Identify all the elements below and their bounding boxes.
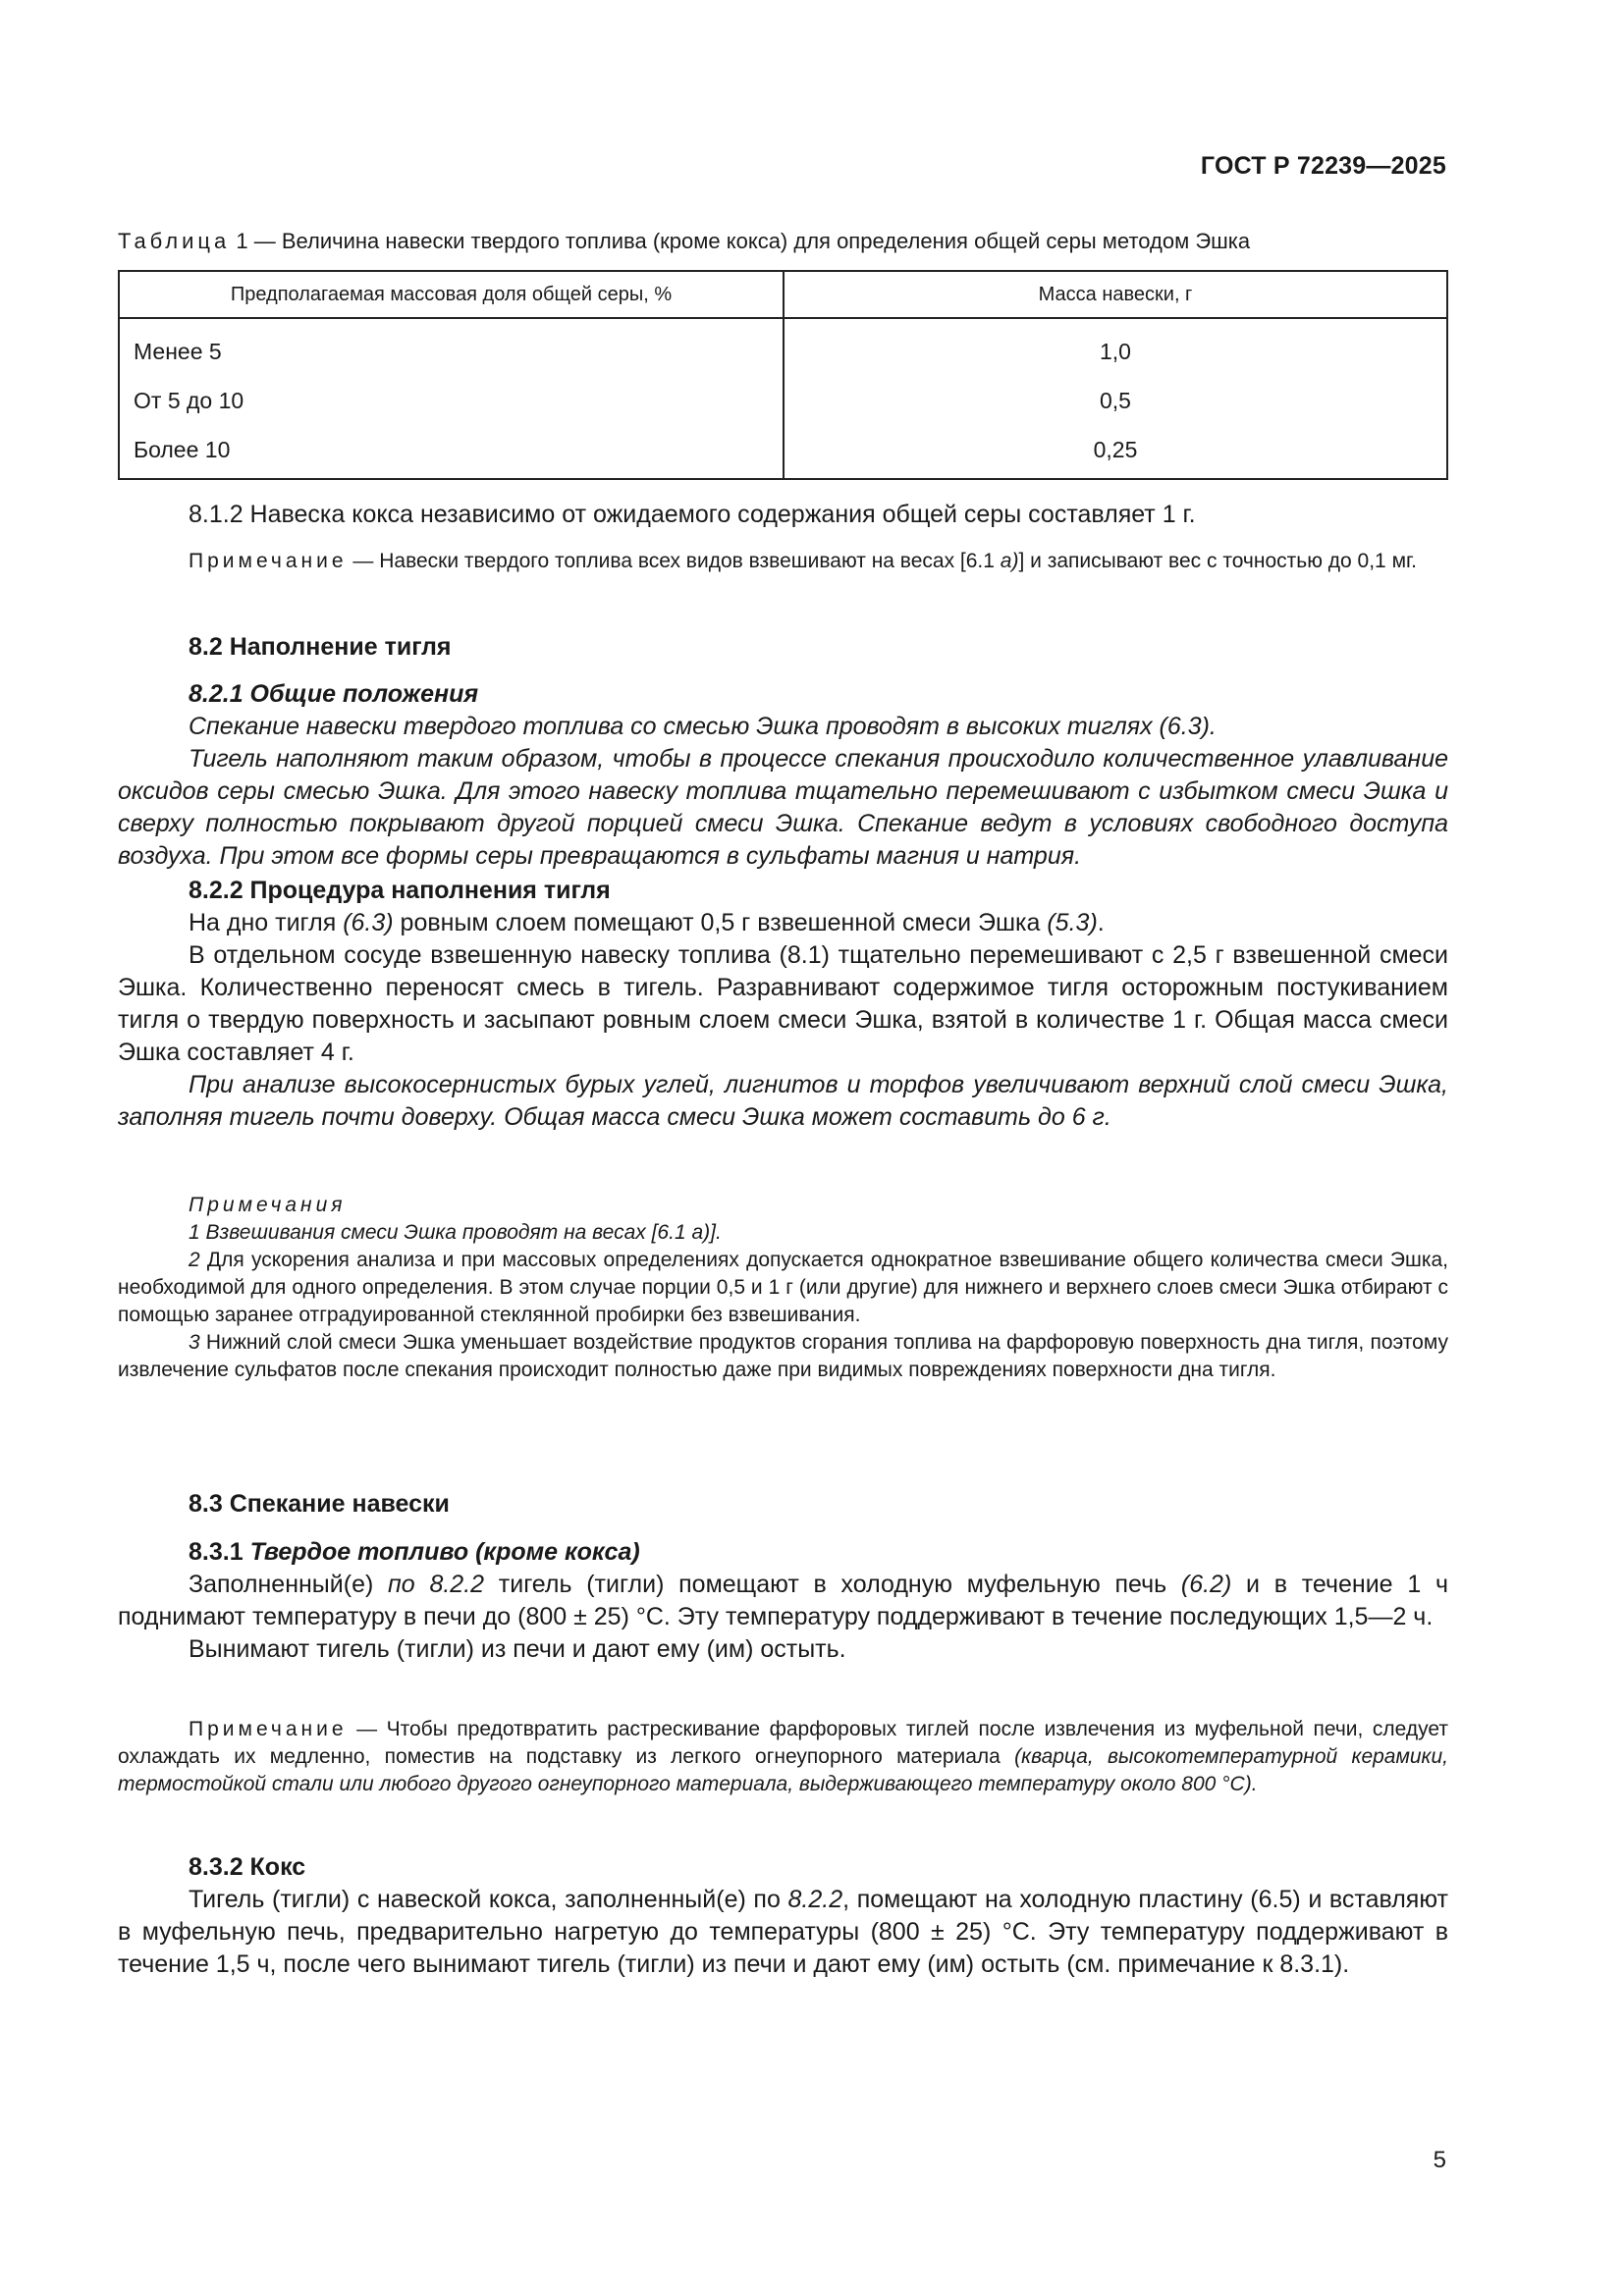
paragraph: Вынимают тигель (тигли) из печи и дают ему (им) остыть. xyxy=(189,1635,846,1663)
table-cell-mass: 0,5 xyxy=(1100,387,1131,413)
paragraph xyxy=(118,907,1448,939)
note-item xyxy=(118,1329,1448,1384)
sample-mass-table xyxy=(118,270,1448,480)
text-run-italic: (6.3) xyxy=(343,909,394,936)
table-cell-range: Более 10 xyxy=(119,425,784,479)
paragraph: Тигель наполняют таким образом, чтобы в процессе спекания происходило количественное улавливание оксидов серы смесью Эшка. Для этого навеску топлива тщательно перемешивают с избытком смеси Эшка и сверху полностью покрывают другой порцией смеси Эшка. Спекание ведут в условиях свободного доступа воздуха. При этом все формы серы превращаются в сульфаты магния и натрия. xyxy=(118,745,1448,870)
table-caption-text: 1 — Величина навески твердого топлива (кроме кокса) для определения общей серы методом Эшка xyxy=(236,229,1251,253)
notes-label: Примечания xyxy=(189,1194,347,1216)
table-cell-mass: 0,25 xyxy=(1093,436,1138,462)
table-cell-range: От 5 до 10 xyxy=(119,376,784,425)
table-header-sulfur: Предполагаемая массовая доля общей серы, % xyxy=(119,271,784,318)
table-caption-label: Таблица xyxy=(118,229,231,253)
text-run-italic: (6.2) xyxy=(1180,1571,1232,1598)
text-run: тигель (тигли) помещают в холодную муфельную печь xyxy=(484,1571,1181,1598)
note-label: Примечание xyxy=(189,550,348,572)
heading-title: Твердое топливо (кроме кокса) xyxy=(249,1538,640,1566)
text-run: . xyxy=(1097,909,1105,936)
clause-8-1-2 xyxy=(118,499,1448,531)
heading-number: 8.3.1 xyxy=(189,1538,250,1566)
note-number: 3 xyxy=(189,1331,200,1354)
paragraph: При анализе высокосернистых бурых углей, лигнитов и торфов увеличивают верхний слой смеси Эшка, заполняя тигель почти доверху. Общая масса смеси Эшка может составить до 6 г. xyxy=(118,1071,1448,1131)
note-cooling xyxy=(118,1716,1448,1798)
text-run: ровным слоем помещают 0,5 г взвешенной смеси Эшка xyxy=(393,909,1048,936)
table-caption xyxy=(118,229,1250,254)
text-run: Тигель (тигли) с навеской кокса, заполненный(е) по xyxy=(189,1886,788,1913)
paragraph: В отдельном сосуде взвешенную навеску топлива (8.1) тщательно перемешивают с 2,5 г взвешенной смеси Эшка. Количественно переносят смесь в тигель. Разравнивают содержимое тигля осторожным постукиванием тигля о твердую поверхность и засыпают ровным слоем смеси Эшка, взятой в количестве 1 г. Общая масса смеси Эшка составляет 4 г. xyxy=(118,941,1448,1066)
note-text: Для ускорения анализа и при массовых определениях допускается однократное взвешивание общего количества смеси Эшка, необходимой для одного определения. В этом случае порции 0,5 и 1 г (или другие) для нижнего и верхнего слоев смеси Эшка отбирают с помощью заранее отградуированной стеклянной пробирки без взвешивания. xyxy=(118,1249,1448,1326)
table-row xyxy=(119,318,1447,376)
table-cell-mass: 1,0 xyxy=(1100,338,1131,364)
note-text-italic: а) xyxy=(1000,550,1019,572)
note-weighing xyxy=(118,548,1448,575)
note-text: ] и записывают вес с точностью до 0,1 мг. xyxy=(1018,550,1417,572)
note-item xyxy=(118,1247,1448,1329)
note-text: — Чтобы предотвратить растрескивание фарфоровых тиглей после извлечения из муфельной печи, следует охлаждать их медленно, поместив на подставку из легкого огнеупорного материала xyxy=(118,1718,1448,1768)
note-label: Примечание xyxy=(189,1718,348,1740)
text-run-italic: 8.2.2 xyxy=(787,1886,843,1913)
text-run: , помещают на холодную пластину (6.5) и вставляют в муфельную печь, предварительно нагретую до температуры (800 ± 25) °С. Эту температуру поддерживают в течение 1,5 ч, после чего вынимают тигель (тигли) из печи и дают ему (им) остыть (см. примечание к 8.3.1). xyxy=(118,1886,1448,1978)
clause-text: 8.1.2 Навеска кокса независимо от ожидаемого содержания общей серы составляет 1 г. xyxy=(189,501,1196,528)
table-cell-range: Менее 5 xyxy=(119,318,784,376)
text-run-italic: (5.3) xyxy=(1047,909,1098,936)
subsection-heading xyxy=(118,1536,1448,1569)
subsection-heading: 8.2.1 Общие положения xyxy=(189,680,479,708)
section-heading: 8.3 Спекание навески xyxy=(189,1490,450,1518)
note-item: 1 Взвешивания смеси Эшка проводят на весах [6.1 а)]. xyxy=(189,1221,722,1244)
notes-ashka xyxy=(118,1192,1448,1384)
note-number: 2 xyxy=(189,1249,200,1271)
note-text-italic: (кварца, высокотемпературной керамики, термостойкой стали или любого другого огнеупорного материала, выдерживающего температуру около 800 °С). xyxy=(118,1745,1448,1795)
text-run-italic: по 8.2.2 xyxy=(388,1571,485,1598)
paragraph: Спекание навески твердого топлива со смесью Эшка проводят в высоких тиглях (6.3). xyxy=(189,713,1217,740)
section-8-2 xyxy=(118,631,1448,664)
section-8-3-2 xyxy=(118,1851,1448,1981)
text-run: и в течение 1 ч поднимают температуру в печи до (800 ± 25) °С. Эту температуру поддерживают в течение последующих 1,5—2 ч. xyxy=(118,1571,1448,1630)
section-8-3-1 xyxy=(118,1536,1448,1666)
text-run: Заполненный(е) xyxy=(189,1571,389,1598)
page-number: 5 xyxy=(1433,2147,1446,2173)
table-header-mass: Масса навески, г xyxy=(784,271,1447,318)
section-8-3 xyxy=(118,1488,1448,1521)
table-row xyxy=(119,425,1447,479)
section-8-2-1 xyxy=(118,678,1448,1134)
text-run: На дно тигля xyxy=(189,909,344,936)
paragraph xyxy=(118,1569,1448,1633)
paragraph xyxy=(118,1884,1448,1981)
note-text: — Навески твердого топлива всех видов взвешивают на весах [6.1 xyxy=(347,550,1001,572)
note-text: Нижний слой смеси Эшка уменьшает воздействие продуктов сгорания топлива на фарфоровую поверхность дна тигля, поэтому извлечение сульфатов после спекания происходит полностью даже при видимых повреждениях поверхности дна тигля. xyxy=(118,1331,1448,1381)
document-code: ГОСТ Р 72239—2025 xyxy=(1200,152,1446,180)
section-heading: 8.2 Наполнение тигля xyxy=(189,633,452,661)
table-row xyxy=(119,376,1447,425)
subsection-heading: 8.2.2 Процедура наполнения тигля xyxy=(189,877,611,904)
subsection-heading: 8.3.2 Кокс xyxy=(189,1853,306,1881)
